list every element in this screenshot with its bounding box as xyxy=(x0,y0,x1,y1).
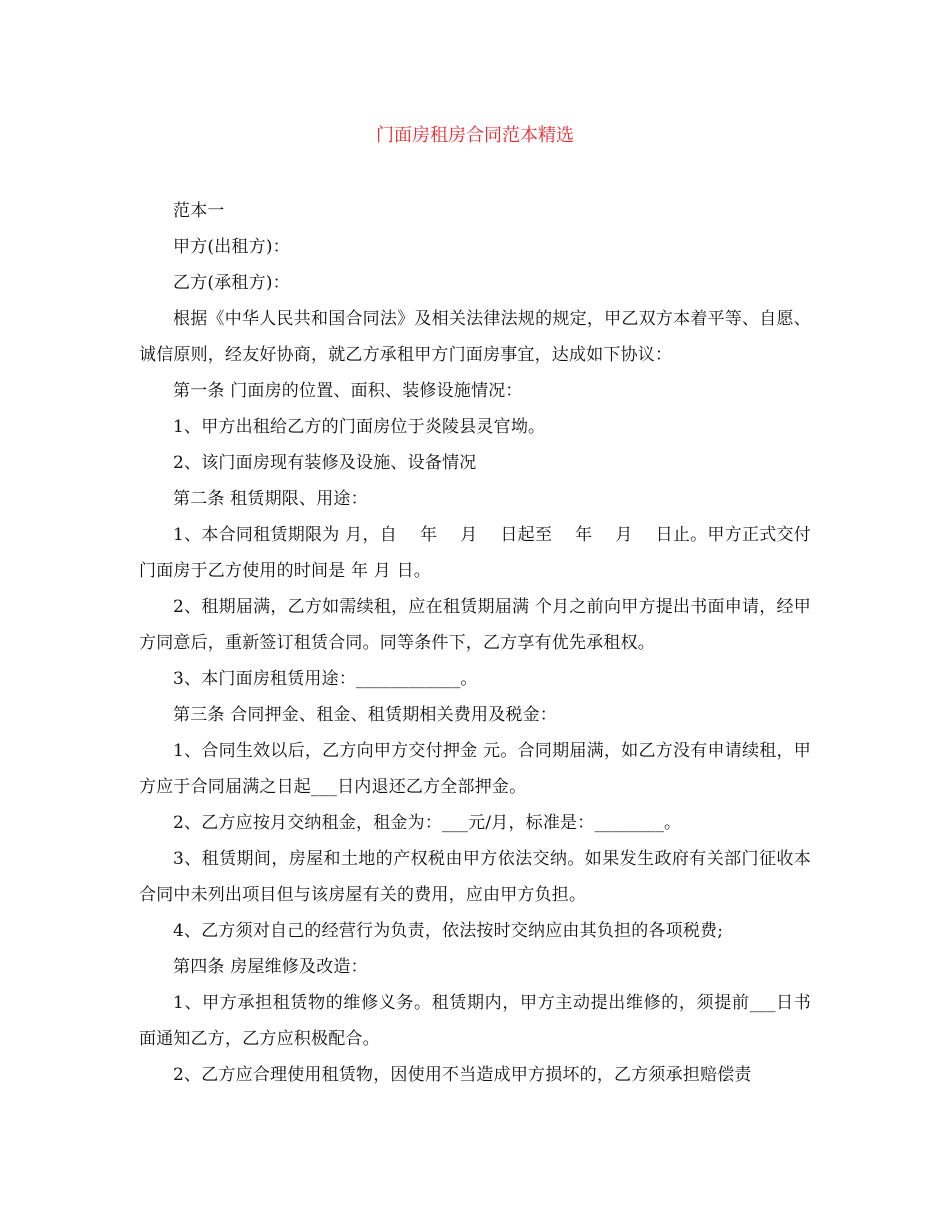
paragraph-preamble: 根据《中华人民共和国合同法》及相关法律法规的规定，甲乙双方本着平等、自愿、诚信原则，经友好协商，就乙方承租甲方门面房事宜，达成如下协议： xyxy=(139,309,811,365)
paragraph-article-2-item-3: 3、本门面房租赁用途：____________。 xyxy=(173,669,478,689)
paragraph-party-b: 乙方(承租方)： xyxy=(173,273,290,293)
paragraph-party-a: 甲方(出租方)： xyxy=(173,237,290,257)
paragraph-sample-label: 范本一 xyxy=(173,201,225,221)
paragraph-article-2-item-2: 2、租期届满，乙方如需续租，应在租赁期届满 个月之前向甲方提出书面申请，经甲方同意后，重新签订租赁合同。同等条件下，乙方享有优先承租权。 xyxy=(139,597,811,653)
paragraph-article-4-item-2: 2、乙方应合理使用租赁物，因使用不当造成甲方损坏的，乙方须承担赔偿责 xyxy=(173,1065,752,1085)
paragraph-article-4-item-1: 1、甲方承担租赁物的维修义务。租赁期内，甲方主动提出维修的，须提前___日书面通知乙方，乙方应积极配合。 xyxy=(139,993,811,1049)
paragraph-article-3-item-3: 3、租赁期间，房屋和土地的产权税由甲方依法交纳。如果发生政府有关部门征收本合同中未列出项目但与该房屋有关的费用，应由甲方负担。 xyxy=(139,849,811,905)
paragraph-article-1-heading: 第一条 门面房的位置、面积、装修设施情况： xyxy=(173,381,523,401)
paragraph-article-2-item-1: 1、本合同租赁期限为 月，自 年 月 日起至 年 月 日止。甲方正式交付门面房于乙方使用的时间是 年 月 日。 xyxy=(139,525,811,581)
paragraph-article-1-item-1: 1、甲方出租给乙方的门面房位于炎陵县灵官坳。 xyxy=(173,417,546,437)
paragraph-article-1-item-2: 2、该门面房现有装修及设施、设备情况 xyxy=(173,453,477,473)
paragraph-article-2-heading: 第二条 租赁期限、用途： xyxy=(173,489,368,509)
paragraph-article-3-item-4: 4、乙方须对自己的经营行为负责，依法按时交纳应由其负担的各项税费; xyxy=(173,921,724,941)
paragraph-article-4-heading: 第四条 房屋维修及改造： xyxy=(173,957,368,977)
paragraph-article-3-item-2: 2、乙方应按月交纳租金，租金为：___元/月，标准是：________。 xyxy=(173,813,682,833)
document-body xyxy=(139,193,811,1093)
document-title: 门面房租房合同范本精选 xyxy=(376,125,574,146)
paragraph-article-3-heading: 第三条 合同押金、租金、租赁期相关费用及税金： xyxy=(173,705,558,725)
paragraph-article-3-item-1: 1、合同生效以后，乙方向甲方交付押金 元。合同期届满，如乙方没有申请续租，甲方应于合同届满之日起___日内退还乙方全部押金。 xyxy=(139,741,811,797)
